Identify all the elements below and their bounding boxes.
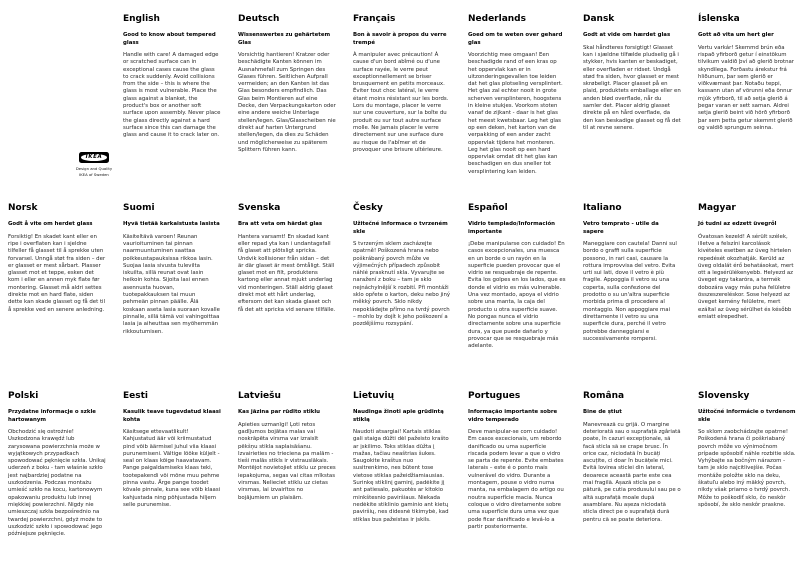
language-title: Dansk (583, 14, 615, 24)
language-title: Polski (8, 391, 39, 401)
language-block-polski (8, 391, 106, 538)
language-block-slovensky (698, 391, 796, 538)
language-title: Nederlands (468, 14, 526, 24)
language-block-eesti (123, 391, 221, 538)
body-text: S tvrzeným sklem zacházejte opatrně! Poškozená hrana nebo poškrábaný povrch může ve výjimečných případech způsobit náhlé prasknutí skla. Vyvarujte se naražení z boku – tam je sklo nejnáchylnější k rozbití. Při montáži sklo opřete o karton, deku nebo jiný měkký povrch. Sklo nikdy nepokládejte přímo na tvrdý povrch – mohlo by dojít k jeho poškození a pozdějšímu rozsypání. (353, 240, 451, 328)
language-block-nederlands (468, 14, 566, 176)
language-title: Español (468, 203, 508, 213)
language-block-english (123, 14, 221, 176)
section-heading: Užitočné informácie o tvrdenom skle (698, 409, 796, 423)
tagline-line-2: IKEA of Sweden (79, 171, 109, 177)
language-block-islenska (698, 14, 796, 176)
body-text: Forsiktig! En skadet kant eller en ripe i overflaten kan i sjeldne tilfeller få glasset til å sprekke uten forvarsel. Unngå støt fra siden – der er glasset er mest sårbart. Plasser glasset mot et teppe, esken det kom i eller en annen myk flate før montering. Glasset må aldri settes direkte mot en hard flate, siden dette kan skade glasset og få det til å sprekke ved en senere anledning. (8, 233, 106, 313)
section-heading: Bon à savoir à propos du verre trempé (353, 32, 447, 46)
ikea-logo (79, 152, 109, 163)
body-text: Käsiteltävä varoen! Reunan vaurioituminen tai pinnan naarmuuntuminen saattaa poikkeustapauksissa rikkoa lasin. Suojaa lasia sivusta tulevilta iskuilta, sillä reunat ovat lasin heikoin kohta. Sijoita lasi ennen asennusta huovan, tuotepakkauksen tai muun pehmeän pinnan päälle. Älä koskaan aseta lasia suoraan kovalle pinnalle, sillä tämä voi vahingoittaa lasia ja aiheuttaa sen myöhemmän rikkoutumisen. (123, 233, 220, 335)
language-block-romana (583, 391, 681, 538)
language-title: Lietuvių (353, 391, 394, 401)
language-block-lietuviu (353, 391, 451, 538)
section-heading: Bine de știut (583, 409, 622, 416)
language-title: Íslenska (698, 14, 740, 24)
language-title: Italiano (583, 203, 622, 213)
body-text: Deve manipular-se com cuidado! Em casos excecionais, um rebordo danificado ou uma superfície riscada podem levar a que o vidro se parta de repente. Evite embates laterais – este é o ponto mais vulnerável do vidro. Durante a montagem, pouse o vidro numa manta, na embalagem do artigo ou noutra superfície macia. Nunca coloque o vidro diretamente sobre uma superfície dura uma vez que pode ficar danificado e levá-lo a partir posteriormente. (468, 428, 564, 530)
tagline-line-1: Design and Quality (75, 166, 113, 171)
logo-block (75, 152, 113, 177)
language-title: Česky (353, 203, 383, 213)
section-heading: Good to know about tempered glass (123, 32, 216, 46)
language-block-norsk (8, 203, 106, 350)
language-block-cesky (353, 203, 451, 350)
body-text: Manevrează cu grijă. O margine deteriorată sau o suprafață zgâriată poate, în cazuri excepționale, să facă sticla să se crape brusc. În orice caz, niciodată în bucăți ascuțite, ci doar în bucățele mici. Evită lovirea sticlei din lateral, deoarece această parte este cea mai fragilă. Așază sticla pe o pătură, pe cutia produsului sau pe o altă suprafață moale după asamblare. Nu așeza niciodată sticla direct pe o suprafață dură pentru că se poate deteriora. (583, 421, 681, 523)
body-text: Óvatosan kezeld! A sérült szélek, illetve a felszíni karcolások kivételes esetben az üveg hirtelen repedését okozhatják. Kerüld az üveg oldalát érő behatásokat, mert ott a legsérülékenyebb. Helyezd az üveget egy takaróra, a termék dobozára vagy más puha felületre összeszereléskor. Sose helyezd az üveget kemény felületre, mert ezáltal az üveg sérülhet és később emiatt elrepedhet. (698, 233, 794, 320)
language-title: Latviešu (238, 391, 281, 401)
body-text: Vertu varkár! Skemmd brún eða rispað yfirborð getur í einstökum tilvikum valdið því að glerið brotnar skyndilega. Forðastu árekstur frá hliðunum, þar sem glerið er viðkvæmast þar. Notaðu teppi, kassann utan af vörunni eða önnur mjúk yfirborð, til að setja glerið á þegar varan er sett saman. Aldrei setja glerið beint við hörð yfirborð þar sem þetta getur skemmt glerið og valdið sprungum seinna. (698, 44, 795, 131)
section-heading: Gott að vita um hert gler (698, 32, 774, 39)
section-heading: Kasulik teave tugevdatud klaasi kohta (123, 409, 221, 423)
row-3 (8, 391, 796, 538)
language-title: Româna (583, 391, 625, 401)
body-text: Handle with care! A damaged edge or scratched surface can in exceptional cases cause the glass to crack suddenly. Avoid collisions from the side – this is where the glass is most vulnerable. Place the glass against a blanket, the product's box or another soft surface upon assembly. Never place the glass directly against a hard surface since this can damage the glass and cause it to crack later on. (123, 51, 221, 139)
language-block-francais (353, 14, 451, 176)
section-heading: Vidrio templado/Información importante (468, 221, 555, 235)
body-text: Voorzichtig mee omgaan! Een beschadigde rand of een kras op het oppervlak kan er in uitzonderingsgevallen toe leiden dat het glas plotseling versplintert. Het glas zal echter nooit in grote scherven versplinteren, hoogstens in kleine stukjes. Voorkom stoten vanaf de zijkant - daar is het glas het meest kwetsbaar. Leg het glas op een deken, het karton van de verpakking of een ander zacht oppervlak tijdens het monteren. Leg het glas nooit op een hard oppervlak omdat dit het glas kan beschadigen en dus sneller tot versplintering kan leiden. (468, 51, 563, 175)
language-title: Magyar (698, 203, 736, 213)
body-text: Skal håndteres forsigtigt! Glasset kan i sjældne tilfælde pludselig gå i stykker, hvis kanten er beskadiget, eller overfladen er ridset. Undgå stød fra siden, hvor glasset er mest skrøbeligt. Placer glasset på en plaid, produktets emballage eller en anden blød overflade, når du samler det. Placer aldrig glasset direkte på en hård overflade, da den kan beskadige glasset og få det til at revne senere. (583, 44, 681, 131)
body-text: Hantera varsamt! En skadad kant eller repad yta kan i undantagsfall få glaset att plötsligt spricka. Undvik kollisioner från sidan – det är där glaset är mest ömtåligt. Ställ glaset mot en filt, produktens kartong eller annat mjukt underlag vid monteringen. Ställ aldrig glaset direkt mot ett hårt underlag, eftersom det kan skada glaset och få det att spricka vid senare tillfälle. (238, 233, 336, 313)
section-heading: Hyvä tietää karkaistusta lasista (123, 221, 220, 228)
language-title: Deutsch (238, 14, 280, 24)
language-title: Suomi (123, 203, 155, 213)
language-block-portugues (468, 391, 566, 538)
body-text: Maneggiare con cautela! Danni sul bordo o graffi sulla superficie possono, in rari casi, causare la rottura improvvisa del vetro. Evita urti sui lati, dove il vetro è più fragile. Appoggia il vetro su una coperta, sulla confezione del prodotto o su un'altra superficie morbida prima di procedere al montaggio. Non appoggiare mai direttamente il vetro su una superficie dura, perché il vetro potrebbe danneggiarsi e successivamente rompersi. (583, 240, 677, 342)
section-heading: Bra att veta om härdat glas (238, 221, 323, 228)
language-block-magyar (698, 203, 796, 350)
body-text: Vorsichtig hantieren! Kratzer oder beschädigte Kanten können im Ausnahmefall zum Springen des Glases führen. Seitlichen Aufprall vermeiden; an den Kanten ist das Glas besonders empfindlich. Das Glas beim Montieren auf eine Decke, den Verpackungskarton oder eine andere weiche Unterlage stellen/legen. Glas/Glasscheiben nie direkt auf harten Untergrund stellen/legen, da dies zu Schäden und möglicherweise zu späterem Splittern führen kann. (238, 51, 336, 153)
section-heading: Naudinga žinoti apie grūdintą stiklą (353, 409, 444, 423)
language-title: Slovensky (698, 391, 750, 401)
body-text: Obchodzić się ostrożnie! Uszkodzona krawędź lub zarysowana powierzchnia może w wyjątkowych przypadkach spowodować pęknięcie szkła. Unikaj uderzeń z boku - tam właśnie szkło jest najbardziej podatne na uszkodzenia. Podczas montażu umieść szkło na kocu, kartonowym opakowaniu produktu lub innej miękkiej powierzchni. Nigdy nie umieszczaj szkła bezpośrednio na twardej powierzchni, gdyż może to uszkodzić szkło i spowodować jego późniejsze pęknięcie. (8, 428, 106, 538)
section-heading: Kas jāzina par rūdīto stiklu (238, 409, 321, 416)
body-text: À manipuler avec précaution! À cause d'un bord abîmé ou d'une surface rayée, le verre peut exceptionnellement se briser brusquement en petits morceaux. Éviter tout choc latéral, le verre étant moins résistant sur les bords. Lors du montage, placer le verre sur une couverture, sur la boîte du produit ou sur tout autre surface molle. Ne jamais placer le verre directement sur une surface dure au risque de l'abîmer et de provoquer une brisure ultérieure. (353, 51, 449, 153)
language-block-suomi (123, 203, 221, 350)
section-heading: Goed om te weten over gehard glas (468, 32, 563, 46)
row-1 (8, 14, 796, 176)
section-heading: Jó tudni az edzett üvegről (698, 221, 777, 228)
section-heading: Informação importante sobre vidro temperado (468, 409, 558, 423)
language-title: Svenska (238, 203, 281, 213)
section-heading: Vetro temprato - utile da sapere (583, 221, 659, 235)
language-block-italiano (583, 203, 681, 350)
row-2 (8, 203, 796, 350)
language-title: Portugues (468, 391, 521, 401)
section-heading: Godt å vite om herdet glass (8, 221, 93, 228)
body-text: ¡Debe manipularse con cuidado! En casos excepcionales, una muesca en un borde o un rayón en la superficie pueden provocar que el vidrio se resquebraje de repente. Evita los golpes en los lados, que es donde el vidrio es más vulnerable. Una vez montado, apoya el vidrio sobre una manta, la caja del producto u otra superficie suave. No pongas nunca el vidrio directamente sobre una superficie dura, ya que puede dañarlo y provocar que se resquebraje más adelante. (468, 240, 566, 350)
logo-tagline (75, 166, 113, 177)
section-heading: Godt at vide om hærdet glas (583, 32, 671, 39)
language-title: Norsk (8, 203, 38, 213)
language-block-latviesu (238, 391, 336, 538)
section-heading: Przydatne informacje o szkle hartowanym (8, 409, 96, 423)
language-block-espanol (468, 203, 566, 350)
ikea-logo-oval (81, 154, 107, 162)
language-title: English (123, 14, 160, 24)
language-block-deutsch (238, 14, 336, 176)
language-block-svenska (238, 203, 336, 350)
language-title: Français (353, 14, 396, 24)
body-text: Apieties uzmanīgi! Ļoti retos gadījumos bojātas malas vai noskrāpēta virsma var izraisīt pēkšņu stikla saplaisāšanu. Izvairieties no trieciena pa malām - tieši malās stikls ir vistrauslākais. Montējot novietojiet stiklu uz preces iepakojuma, segas vai citas mīkstas virsmas. Nelieciet stiklu uz cietas virsmas, lai izvairītos no bojājumiem un plaisām. (238, 421, 336, 501)
body-text: Käsitsege ettevaatlikult! Kahjustatud äär või kriimustatud pind võib äärmisel juhul viia klaasi purunemiseni. Vältige lööke küljelt - seal on klaas kõige haavatavam. Pange paigaldamiseks klaas teki, tootepakendi või mõne muu pehme pinna vastu. Ärge pange toodet kõvale pinnale, kuna see võib klaasi kahjustada ning põhjustada hiljem selle purunemise. (123, 428, 221, 508)
body-text: So sklom zaobchádzajte opatrne! Poškodená hrana či poškriabaný povrch môže vo výnimočnom prípade spôsobiť náhle rozbitie skla. Vyhýbajte sa bočným nárazom - tam je sklo najcitlivejšie. Počas montáže položte sklo na deku, škatuľu alebo iný mäkký povrch, nikdy však priamo o tvrdý povrch. Môže to poškodiť sklo, čo neskôr spôsobí, že sklo neskôr praskne. (698, 428, 796, 508)
body-text: Naudoti atsargiai! Kartais stiklas gali staiga dūžti dėl pažeisto krašto ar įskilimo. Toks stiklas dūžta į mažas, tačiau neaštrias šukes. Saugokite kraštus nuo susitrenkimo, nes būtent tose vietose stiklas pažeidžiamiausias. Surinkę stiklinį gaminį, padėkite jį ant patiesalo, pakuotės ar kitokio minkštesnio paviršiaus. Niekada nedėkite stiklinio gaminio ant kietų paviršių, nes didesnė tikimybė, kad stiklas bus pažeistas ir įskils. (353, 428, 449, 523)
section-heading: Wissenswertes zu gehärtetem Glas (238, 32, 331, 46)
language-block-dansk (583, 14, 681, 176)
language-title: Eesti (123, 391, 148, 401)
ikea-logo-text: IKEA (85, 153, 103, 160)
section-heading: Užitečné informace o tvrzeném skle (353, 221, 448, 235)
